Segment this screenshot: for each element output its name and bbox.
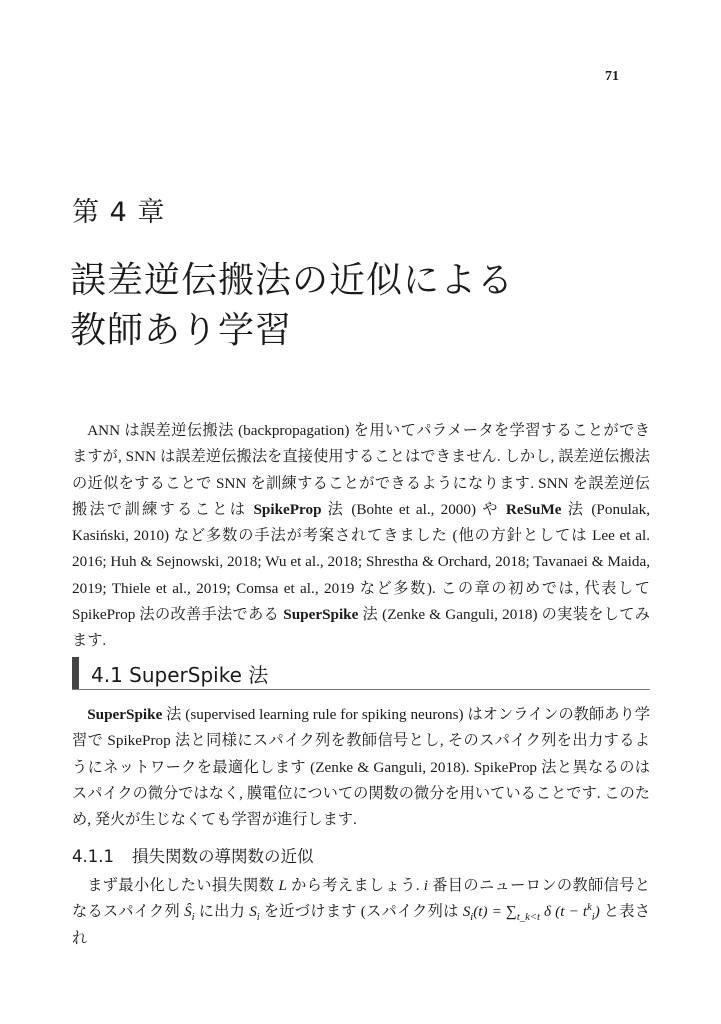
chapter-title (70, 256, 514, 356)
text-run: に出力 (194, 903, 250, 921)
math-subscript: i (591, 912, 595, 924)
math-spike-train-formula (462, 902, 600, 924)
term-resume: ReSuMe (505, 500, 562, 518)
text-run: を近づけます (スパイク列は (259, 903, 463, 921)
intro-paragraph (72, 418, 650, 655)
section-title: 4.1 SuperSpike 法 (91, 662, 269, 687)
math-symbol: (t) = ∑ (473, 903, 517, 921)
chapter-title-line-1: 誤差逆伝搬法の近似による (70, 260, 515, 301)
math-subscript: i (191, 912, 195, 924)
text-run: から考えましょう. (286, 877, 424, 894)
math-L: L (278, 877, 287, 894)
section-bar-decoration (72, 657, 79, 689)
math-symbol: Ŝ (184, 903, 192, 921)
text-run: 法 (Ponulak, Kasiński, 2010) など多数の手法が考案されてきました (他の方針としては Lee et al. 2016; Huh & Sejnowski, 2018; Wu et al., 2018; Shrestha & Orchard, 2018; Tavanaei & Maida, 2019; Thiele et al., 2019; Comsa et al., 2019 など多数). この章の初めでは, 代表して SpikeProp 法の改善手法である (72, 500, 651, 624)
math-S (249, 903, 260, 924)
term-superspike: SuperSpike (87, 706, 163, 723)
math-subscript: t_k<t (516, 912, 540, 924)
text-run: 法 (Zenke & Ganguli, 2018) の実装をしてみます. (72, 606, 650, 650)
superspike-paragraph (72, 702, 650, 833)
chapter-label: 第 4 章 (72, 197, 166, 228)
text-run: 法 (Bohte et al., 2000) や (321, 500, 506, 518)
loss-paragraph (72, 873, 650, 952)
math-S-hat (184, 903, 195, 924)
section-heading (72, 655, 650, 690)
chapter-title-line-2: 教師あり学習 (70, 310, 293, 351)
text-run: 法 (supervised learning rule for spiking neurons) はオンラインの教師あり学習で SpikeProp 法と同様にスパイク列を教師信号とし, そのスパイク列を出力するようにネットワークを最適化します (Zenke & Ganguli, 2018). SpikeProp 法と異なるのはスパイクの微分ではなく, 膜電位についての関数の微分を用いていることです. このため, 発火が生じなくても学習が進行します. (72, 706, 650, 829)
subsection-number: 4.1.1 (72, 847, 114, 866)
term-superspike: SuperSpike (283, 606, 359, 624)
text-run: まず最小化したい損失関数 (87, 877, 279, 894)
math-symbol: δ (t − t (539, 903, 588, 921)
term-spikeprop: SpikeProp (253, 500, 322, 518)
math-subscript: i (256, 912, 260, 924)
text-run: 番目のニューロンの教師信号となるスパイク列 (72, 877, 651, 921)
math-i: i (423, 877, 429, 894)
text-run: と表され (72, 903, 651, 947)
subsection-title: 損失関数の導関数の近似 (131, 847, 314, 866)
page-number: 71 (605, 69, 619, 84)
subsection-heading (72, 843, 313, 867)
math-symbol: ) (594, 903, 600, 921)
math-symbol: S (249, 903, 257, 921)
math-superscript: k (587, 902, 592, 914)
text-run: ANN は誤差逆伝搬法 (backpropagation) を用いてパラメータを学習することができますが, SNN は誤差逆伝搬法を直接使用することはできません. しかし, 誤差逆伝搬法の近似をすることで SNN を訓練することができるようになります. SNN を誤差逆伝搬法で訓練することは (72, 422, 650, 518)
math-subscript: i (470, 912, 474, 924)
math-symbol: S (462, 903, 471, 921)
